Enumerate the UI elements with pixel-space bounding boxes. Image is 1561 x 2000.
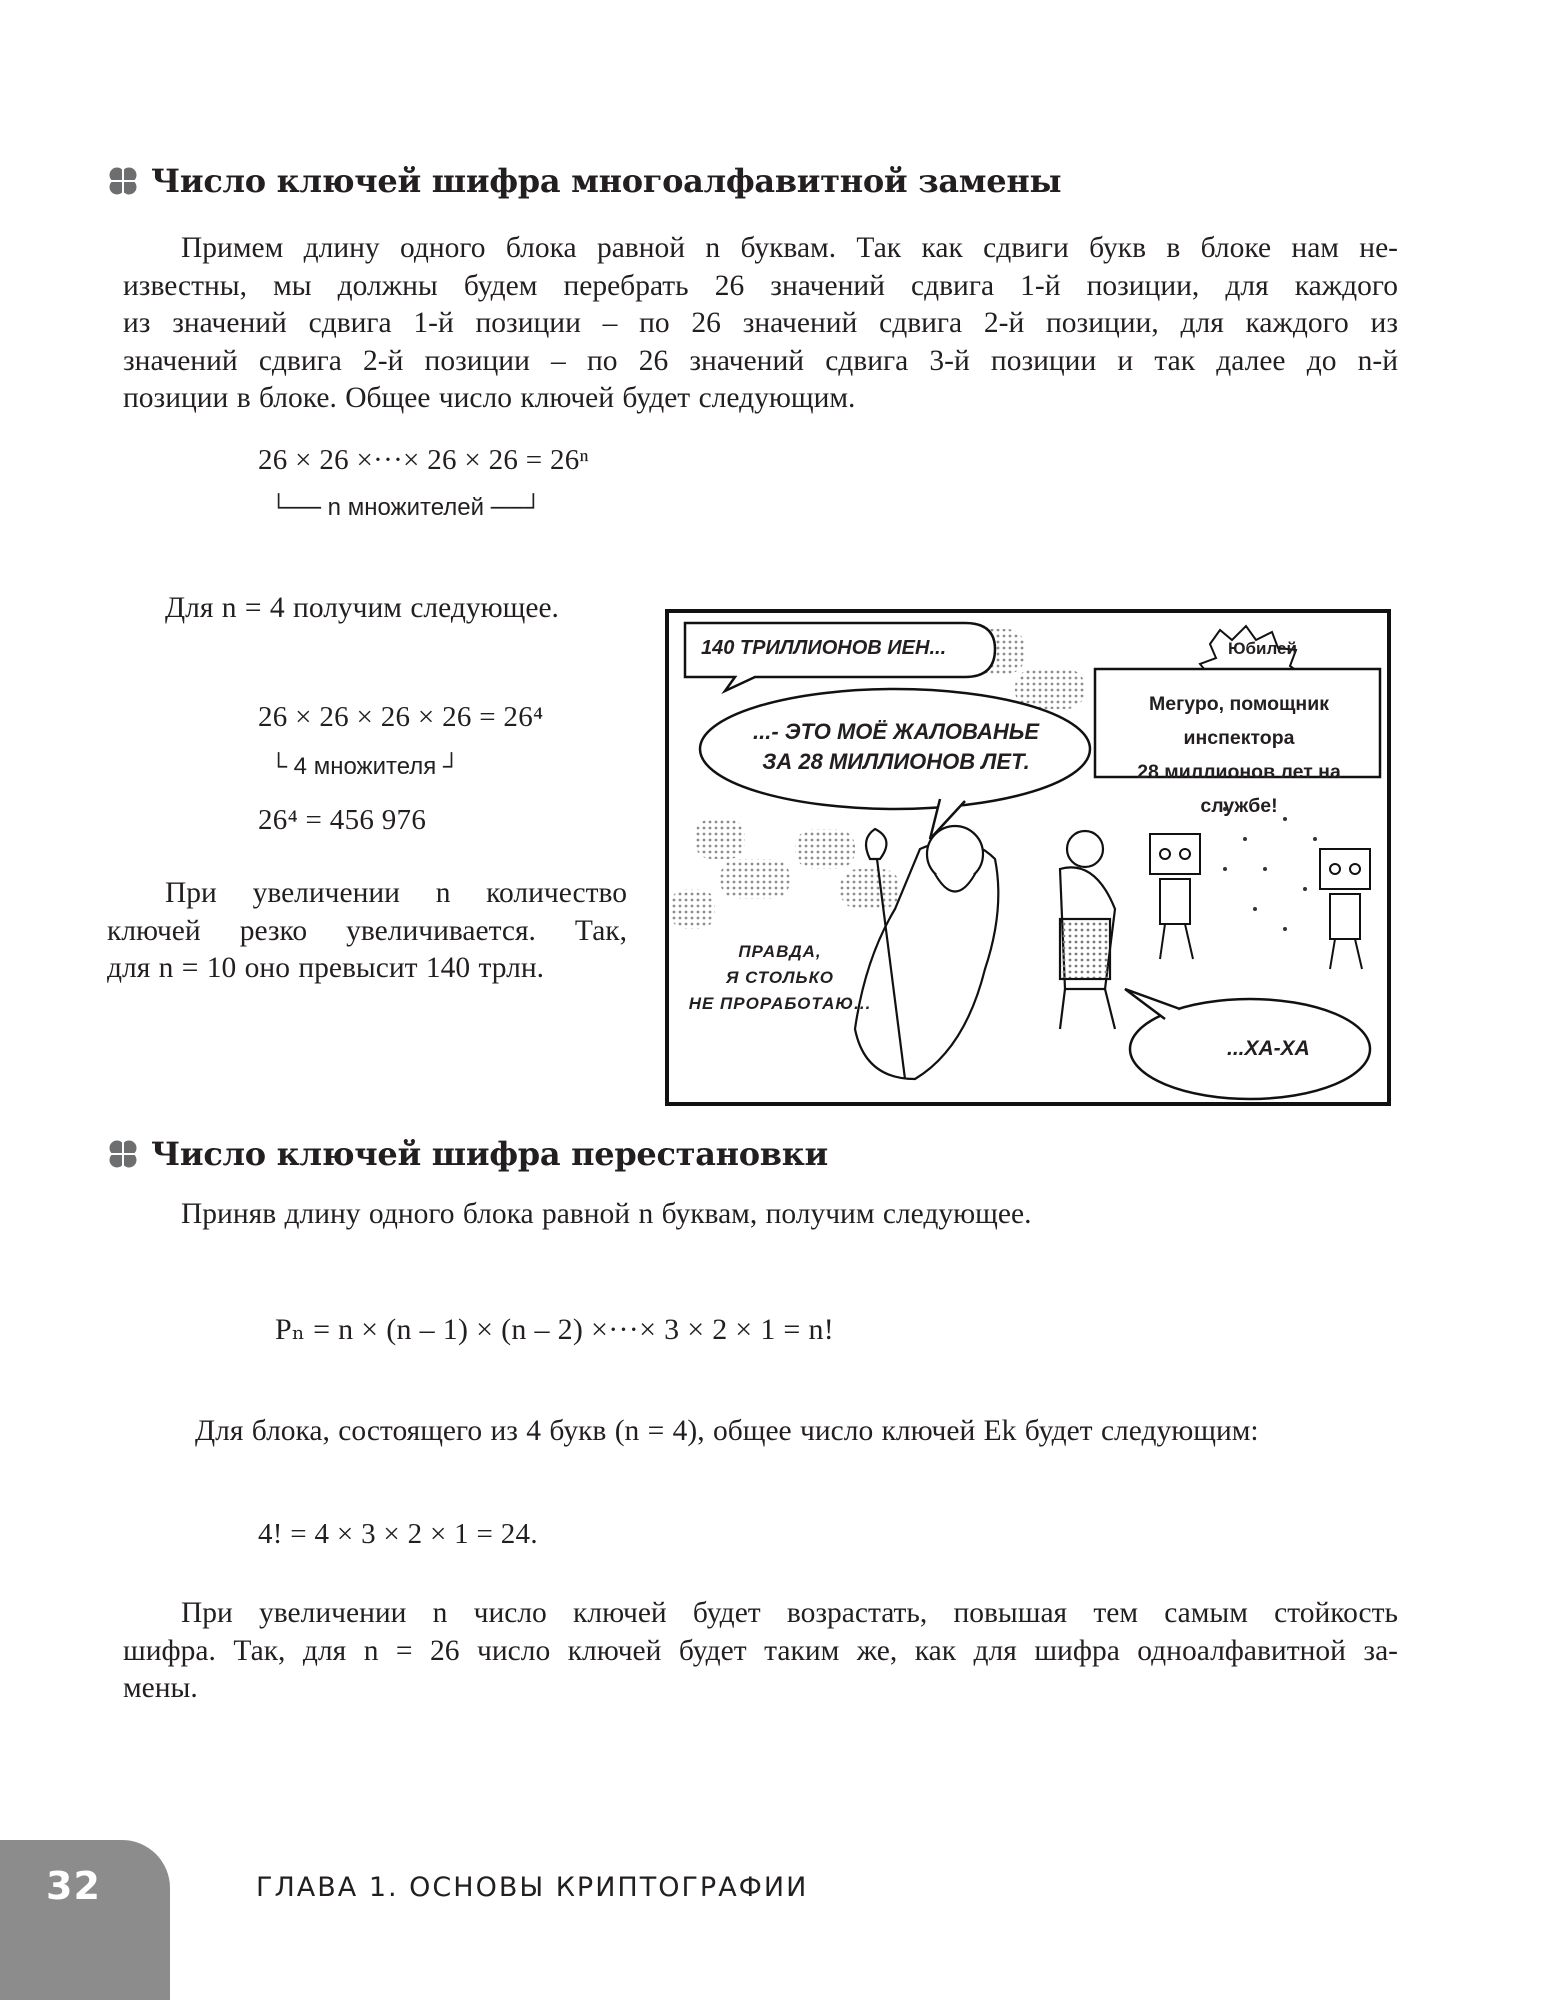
formula-factorial-4: 4! = 4 × 3 × 2 × 1 = 24. xyxy=(258,1518,538,1550)
chapter-title: ГЛАВА 1. ОСНОВЫ КРИПТОГРАФИИ xyxy=(256,1872,809,1903)
paragraph-line: известны, мы должны будем перебрать 26 значений сдвига 1-й позиции, для каждого xyxy=(123,269,1398,302)
comic-bubble-1: 140 ТРИЛЛИОНОВ ИЕН... xyxy=(701,637,947,659)
formula-26-power-n: 26 × 26 ×···× 26 × 26 = 26ⁿ xyxy=(258,444,589,476)
formula-permutations: Pₙ = n × (n – 1) × (n – 2) ×···× 3 × 2 × 1 = n! xyxy=(275,1313,835,1346)
conclusion-line: шифра. Так, для n = 26 число ключей будет таким же, как для шифра одноалфавитной за- xyxy=(123,1634,1398,1667)
comic-sign xyxy=(1105,687,1373,823)
conclusion-paragraph xyxy=(123,1595,1398,1708)
caption-line: Я СТОЛЬКО xyxy=(725,968,835,987)
comic-bubble-3: ...ХА-ХА xyxy=(1227,1037,1310,1060)
comic-badge: Юбилей xyxy=(1228,639,1297,658)
conclusion-line: мены. xyxy=(123,1672,198,1704)
paragraph-line: значений сдвига 2-й позиции – по 26 значений сдвига 3-й позиции и так далее до n-й xyxy=(123,344,1398,377)
transposition-intro: Приняв длину одного блока равной n буквам, получим следующее. xyxy=(181,1198,1032,1230)
page-number: 32 xyxy=(46,1864,101,1908)
growth-line: При увеличении n количество xyxy=(165,877,627,909)
formula-result: 26⁴ = 456 976 xyxy=(258,804,427,836)
section-title: Число ключей шифра перестановки xyxy=(151,1135,828,1173)
growth-paragraph xyxy=(107,875,627,988)
section-heading-transposition xyxy=(107,1135,828,1173)
n4-intro: Для n = 4 получим следующее. xyxy=(165,592,559,624)
formula-brace-4: └ 4 множителя ┘ xyxy=(270,753,460,780)
clover-icon xyxy=(107,165,139,197)
comic-caption xyxy=(670,939,890,1017)
growth-line: для n = 10 оно превысит 140 трлн. xyxy=(107,952,544,984)
paragraph-line: из значений сдвига 1-й позиции – по 26 значений сдвига 2-й позиции, для каждого из xyxy=(123,307,1398,339)
formula-brace-n: └── n множителей ──┘ xyxy=(270,494,542,521)
caption-line: ПРАВДА, xyxy=(738,942,822,961)
paragraph-polyalphabetic xyxy=(123,230,1398,418)
section-title: Число ключей шифра многоалфавитной замены xyxy=(151,162,1062,200)
sign-line: 28 миллионов лет на службе! xyxy=(1137,761,1341,817)
sign-line: Мегуро, помощник инспектора xyxy=(1149,693,1329,749)
paragraph-line: Примем длину одного блока равной n буквам. Так как сдвиги букв в блоке нам не- xyxy=(181,232,1398,264)
section-heading-polyalphabetic xyxy=(107,162,1061,200)
caption-line: НЕ ПРОРАБОТАЮ... xyxy=(688,994,872,1013)
clover-icon xyxy=(107,1138,139,1170)
comic-bubble-2 xyxy=(753,717,1039,777)
paragraph-line: позиции в блоке. Общее число ключей будет следующим. xyxy=(123,382,856,414)
bubble-line: ЗА 28 МИЛЛИОНОВ ЛЕТ. xyxy=(762,749,1030,774)
formula-26-power-4: 26 × 26 × 26 × 26 = 26⁴ xyxy=(258,701,544,733)
comic-panel xyxy=(665,609,1391,1106)
comic-artwork xyxy=(665,609,1391,1106)
growth-line: ключей резко увеличивается. Так, xyxy=(107,914,627,947)
block-4-sentence: Для блока, состоящего из 4 букв (n = 4), общее число ключей Ek будет следующим: xyxy=(195,1415,1259,1447)
conclusion-line: При увеличении n число ключей будет возрастать, повышая тем самым стойкость xyxy=(181,1597,1398,1629)
bubble-line: ...- ЭТО МОЁ ЖАЛОВАНЬЕ xyxy=(753,719,1040,744)
